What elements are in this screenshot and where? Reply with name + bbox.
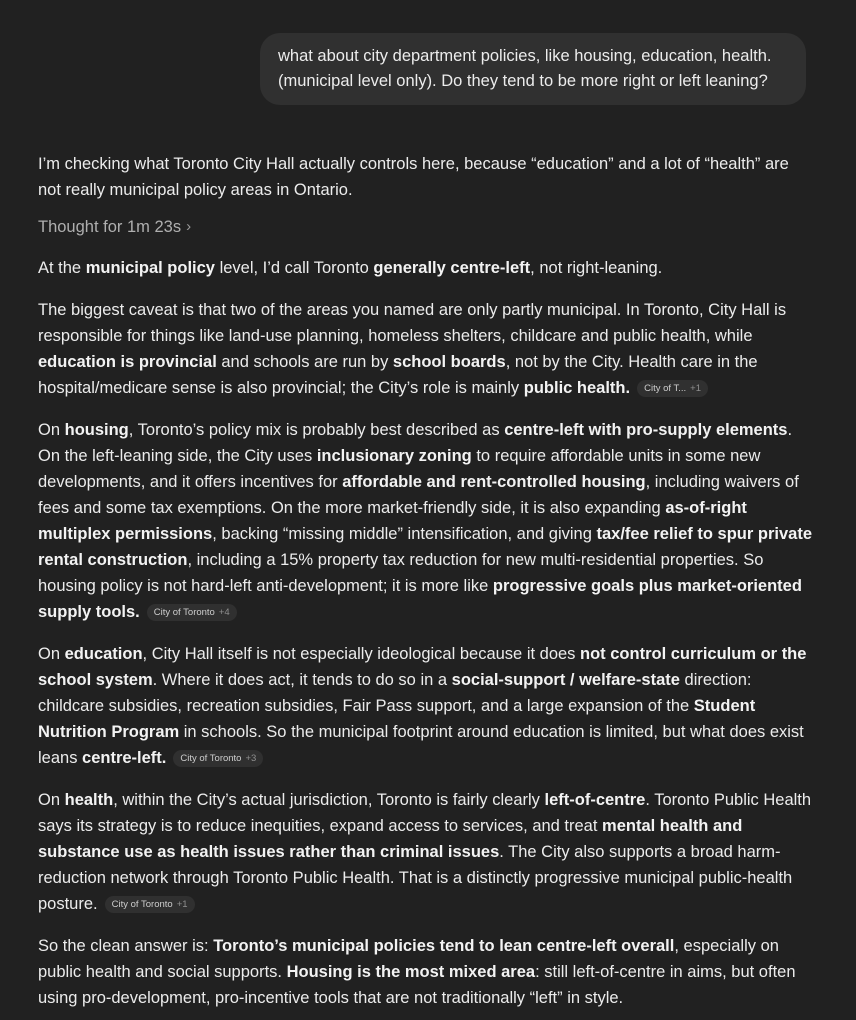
paragraph-health: On health, within the City’s actual jurisdiction, Toronto is fairly clearly left-of-centre. Toronto Public Health says its strategy is to reduce inequities, expand access to services, and treat mental health and substance use as health issues rather than criminal issues. The City also supports a broad harm-reduction network through Toronto Public Health. That is a distinctly progressive municipal public-health posture. City of Toronto +1: [38, 791, 812, 913]
thought-label: Thought for 1m 23s: [38, 218, 182, 236]
chevron-right-icon: ›: [186, 218, 192, 235]
user-message-bubble: what about city department policies, like housing, education, health. (municipal level only). Do they tend to be more right or left leaning?: [260, 33, 806, 105]
paragraph-conclusion: So the clean answer is: Toronto’s municipal policies tend to lean centre-left overall, especially on public health and social supports. Housing is the most mixed area: still left-of-centre in aims, but often using pro-development, pro-incentive tools that are not traditionally “left” in style.: [38, 937, 796, 1007]
paragraph-education: On education, City Hall itself is not especially ideological because it does not control curriculum or the school system. Where it does act, it tends to do so in a social-support / welfare-state direction: childcare subsidies, recreation subsidies, Fair Pass support, and a large expansion of the Student Nutrition Program in schools. So the municipal footprint around education is limited, but what does exist leans centre-left. City of Toronto +3: [38, 645, 807, 767]
thought-toggle[interactable]: [38, 214, 191, 240]
paragraph-caveat: The biggest caveat is that two of the areas you named are only partly municipal. In Toronto, City Hall is responsible for things like land-use planning, homeless shelters, childcare and public health, while education is provincial and schools are run by school boards, not by the City. Health care in the hospital/medicare sense is also provincial; the City’s role is mainly public health. City of T... +1: [38, 301, 787, 397]
assistant-message: [0, 105, 856, 1011]
citation-pill[interactable]: City of Toronto +4: [147, 604, 237, 621]
paragraph-housing: On housing, Toronto’s policy mix is probably best described as centre-left with pro-supply elements. On the left-leaning side, the City uses inclusionary zoning to require affordable units in some new developments, and it offers incentives for affordable and rent-controlled housing, including waivers of fees and some tax exemptions. On the more market-friendly side, it is also expanding as-of-right multiplex permissions, backing “missing middle” intensification, and giving tax/fee relief to spur private rental construction, including a 15% property tax reduction for new multi-residential properties. So housing policy is not hard-left anti-development; it is more like progressive goals plus market-oriented supply tools. City of Toronto +4: [38, 421, 812, 621]
paragraph-summary: At the municipal policy level, I’d call Toronto generally centre-left, not right-leaning.: [38, 259, 663, 277]
citation-pill[interactable]: City of Toronto +1: [105, 896, 195, 913]
assistant-intro: I’m checking what Toronto City Hall actually controls here, because “education” and a lot of “health” are not really municipal policy areas in Ontario.: [38, 155, 789, 199]
citation-pill[interactable]: City of Toronto +3: [173, 750, 263, 767]
citation-pill[interactable]: City of T... +1: [637, 380, 708, 397]
user-message-row: [0, 0, 856, 105]
